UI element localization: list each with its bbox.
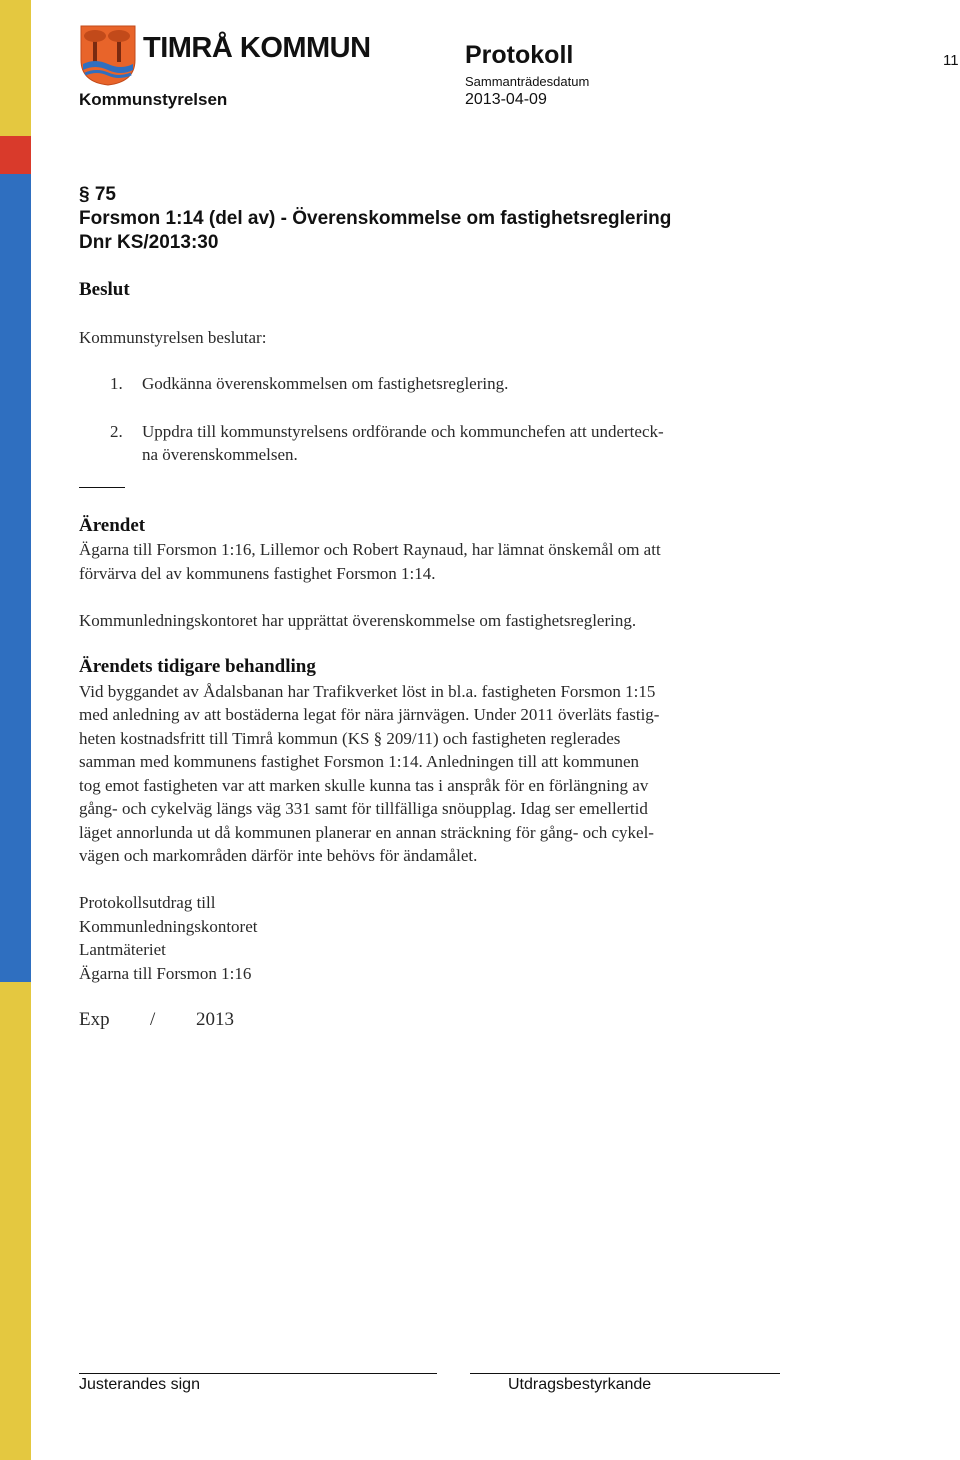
side-stripe-red <box>0 136 31 174</box>
side-stripe-yellow <box>0 0 31 136</box>
tidigare-line-6: gång- och cykelväg längs väg 331 samt för tillfälliga snöupplag. Idag ser emellertid <box>79 799 648 818</box>
coat-of-arms-icon <box>79 24 139 86</box>
utdrag-recipient-1: Kommunledningskontoret <box>79 917 258 936</box>
paragraph-number: § 75 <box>79 184 116 205</box>
document-type: Protokoll <box>465 41 574 69</box>
arendet-para-2: Kommunledningskontoret har upprättat överenskommelse om fastighetsreglering. <box>79 611 637 630</box>
separator-rule <box>79 487 125 488</box>
utdrag-heading: Protokollsutdrag till <box>79 893 216 912</box>
utdragsbestyrkande-label: Utdragsbestyrkande <box>508 1376 652 1393</box>
side-stripe-blue <box>0 174 31 982</box>
beslut-item-1-text: Godkänna överenskommelsen om fastighetsreglering. <box>142 374 509 393</box>
justerandes-sign-label: Justerandes sign <box>79 1376 200 1393</box>
meeting-date-label: Sammanträdesdatum <box>465 74 590 89</box>
section-heading <box>79 183 671 255</box>
section-dnr: Dnr KS/2013:30 <box>79 232 219 253</box>
beslut-item-1-number: 1. <box>110 374 123 393</box>
tidigare-line-1: Vid byggandet av Ådalsbanan har Trafikverket löst in bl.a. fastigheten Forsmon 1:15 <box>79 682 656 701</box>
beslut-intro: Kommunstyrelsen beslutar: <box>79 328 267 347</box>
exp-separator: / <box>150 1009 156 1030</box>
side-stripe-yellow-bottom <box>0 982 31 1460</box>
beslut-item-2-number: 2. <box>110 422 123 441</box>
tidigare-line-3: heten kostnadsfritt till Timrå kommun (KS § 209/11) och fastigheten reglerades <box>79 729 621 748</box>
section-sign-icon: § <box>79 184 90 205</box>
municipality-logo <box>79 24 139 91</box>
signature-line-left <box>79 1373 437 1374</box>
arendet-heading: Ärendet <box>79 515 146 536</box>
section-title: Forsmon 1:14 (del av) - Överenskommelse om fastighetsreglering <box>79 208 672 229</box>
logo-wordmark: TIMRÅ KOMMUN <box>143 32 371 64</box>
tidigare-line-7: läget annorlunda ut då kommunen planerar en annan sträckning för gång- och cykel- <box>79 823 654 842</box>
arendet-para-1-line-2: förvärva del av kommunens fastighet Forsmon 1:14. <box>79 564 436 583</box>
exp-year: 2013 <box>196 1009 234 1030</box>
committee-name: Kommunstyrelsen <box>79 90 228 109</box>
exp-label: Exp <box>79 1009 110 1030</box>
tidigare-line-2: med anledning av att bostäderna legat för nära järnvägen. Under 2011 överläts fastig- <box>79 705 660 724</box>
utdrag-recipient-2: Lantmäteriet <box>79 940 166 959</box>
arendet-para-1-line-1: Ägarna till Forsmon 1:16, Lillemor och Robert Raynaud, har lämnat önskemål om att <box>79 540 661 559</box>
tidigare-line-8: vägen och markområden därför inte behövs för ändamålet. <box>79 846 478 865</box>
signature-line-right <box>470 1373 780 1374</box>
meeting-date: 2013-04-09 <box>465 91 547 108</box>
beslut-item-2-line-2: na överenskommelsen. <box>142 445 298 464</box>
utdrag-recipient-3: Ägarna till Forsmon 1:16 <box>79 964 252 983</box>
tidigare-heading: Ärendets tidigare behandling <box>79 656 316 677</box>
beslut-heading: Beslut <box>79 279 130 300</box>
page-number: 11 <box>943 52 959 69</box>
beslut-item-2-line-1: Uppdra till kommunstyrelsens ordförande och kommunchefen att underteck- <box>142 422 664 441</box>
tidigare-line-5: tog emot fastigheten var att marken skulle kunna tas i anspråk för en förlängning av <box>79 776 649 795</box>
tidigare-line-4: samman med kommunens fastighet Forsmon 1:14. Anledningen till att kommunen <box>79 752 639 771</box>
